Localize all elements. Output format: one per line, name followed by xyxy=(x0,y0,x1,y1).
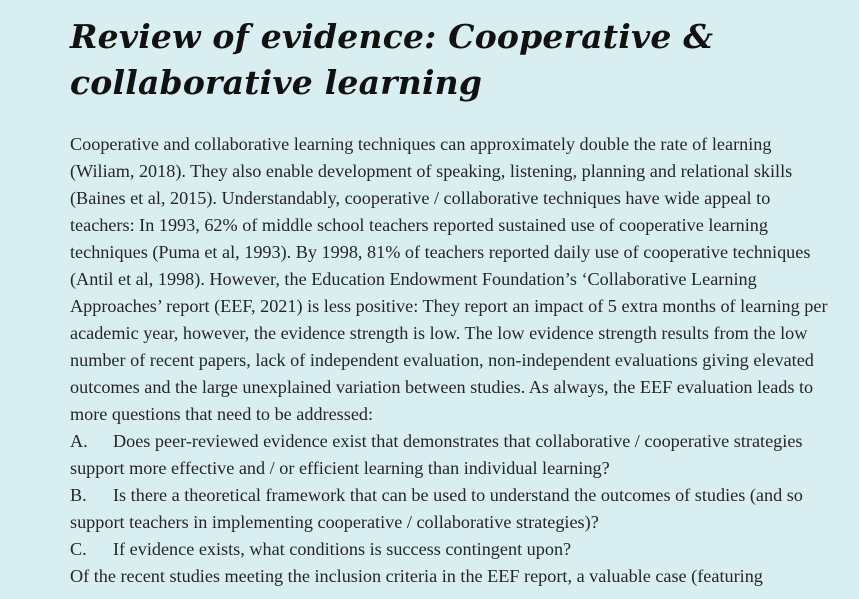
article-body xyxy=(70,131,830,590)
question-letter: B. xyxy=(70,485,87,505)
question-text: Is there a theoretical framework that can be used to understand the outcomes of studies (and so support teachers in implementing cooperative / collaborative strategies)? xyxy=(70,485,803,532)
question-item-b xyxy=(70,482,830,536)
question-item-a xyxy=(70,428,830,482)
question-letter: A. xyxy=(70,431,88,451)
question-item-c xyxy=(70,536,830,563)
intro-paragraph: Cooperative and collaborative learning techniques can approximately double the rate of learning (Wiliam, 2018). They also enable development of speaking, listening, planning and relational skills (Baines et al, 2015). Understandably, cooperative / collaborative techniques have wide appeal to teachers: In 1993, 62% of middle school teachers reported sustained use of cooperative learning techniques (Puma et al, 1993). By 1998, 81% of teachers reported daily use of cooperative techniques (Antil et al, 1998). However, the Education Endowment Foundation’s ‘Collaborative Learning Approaches’ report (EEF, 2021) is less positive: They report an impact of 5 extra months of learning per academic year, however, the evidence strength is low. The low evidence strength results from the low number of recent papers, lack of independent evaluation, non-independent evaluations giving elevated outcomes and the large unexplained variation between studies. As always, the EEF evaluation leads to more questions that need to be addressed: xyxy=(70,134,828,424)
cut-off-paragraph: Of the recent studies meeting the inclusion criteria in the EEF report, a valuable case (featuring xyxy=(70,566,763,586)
question-text: If evidence exists, what conditions is success contingent upon? xyxy=(113,539,572,559)
page-title: Review of evidence: Cooperative & collaborative learning xyxy=(70,17,714,102)
question-letter: C. xyxy=(70,539,87,559)
question-text: Does peer-reviewed evidence exist that demonstrates that collaborative / cooperative strategies support more effective and / or efficient learning than individual learning? xyxy=(70,431,803,478)
